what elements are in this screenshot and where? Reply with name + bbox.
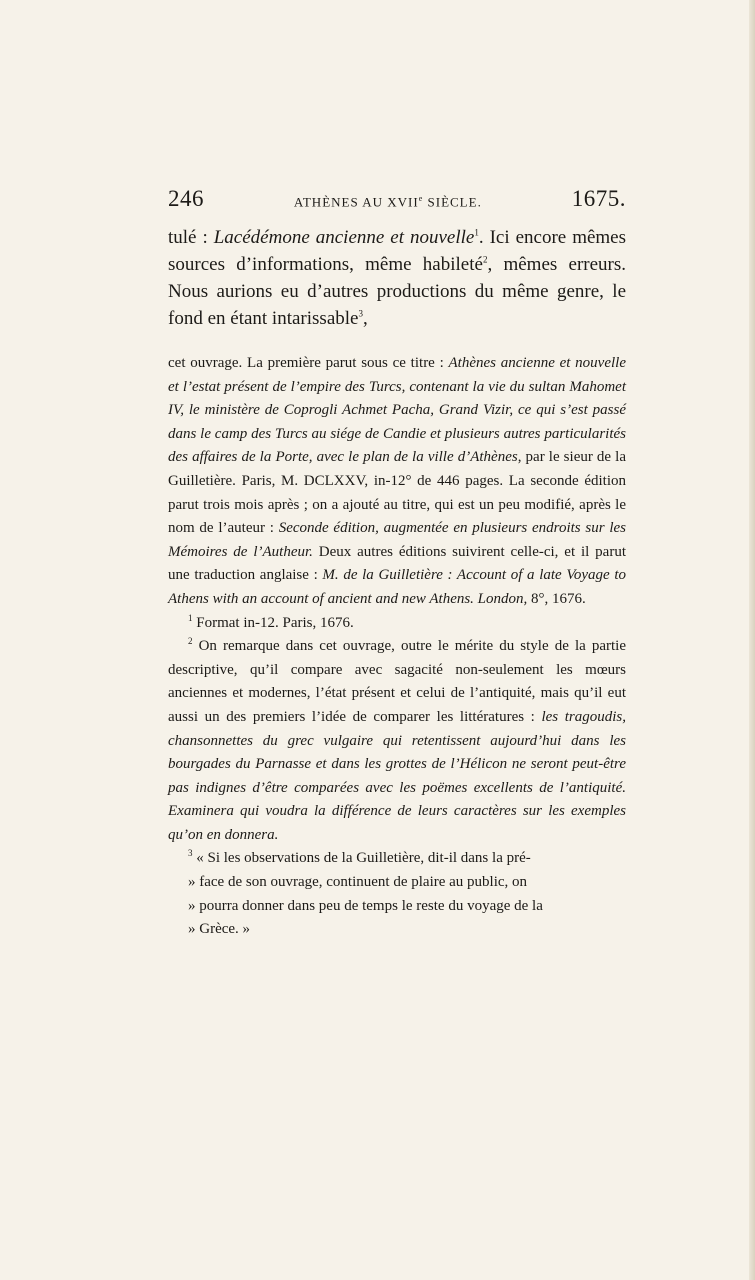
main-text-3: , mêmes erreurs. Nous aurions eu d’autres productions du même genre, le fond en étant intarissable [168,254,627,329]
main-text-4: , [362,308,368,329]
main-italic-title: Lacédémone ancienne et nouvelle [213,227,475,248]
footnote-2-text: On remarque dans cet ouvrage, outre le mérite du style de la partie descriptive, qu’il compare avec sagacité non-seulement les mœurs anciennes et modernes, l’état présent et celui de l’antiquité, mais qu’il eut aussi un des premiers l’idée de comparer les littératures : [168,638,626,725]
footnote-2-italic: les tragoudis, chansonnettes du grec vulgaire qui retentissent aujourd’hui dans les bourgades du Parnasse et dans les grottes de l’Hélicon ne seront peut-être pas indignes d’être comparées avec les poëmes excellents de l’antiquité. Examinera qui voudra la différence de leurs caractères sur les exemples qu’on en donnera. [168,708,626,843]
footnote-3-line-2: » face de son ouvrage, continuent de plaire au public, on [188,874,528,891]
footnote-2 [168,635,626,847]
footnote-1-text: Format in-12. Paris, 1676. [192,614,354,631]
header-title-text: ATHÈNES AU XVII [293,194,419,209]
footnote-cont-italic-2: Seconde édition, augmentée en plusieurs endroits sur les Mémoires de l’Autheur. [168,520,626,560]
header-year: 1675. [571,186,626,211]
footnote-cont-italic-1: Athènes ancienne et nouvelle et l’estat présent de l’empire des Turcs, contenant la vie du sultan Mahomet IV, le ministère de Coprogli Achmet Pacha, Grand Vizir, ce qui s’est passé dans le camp des Turcs au siége de Candie et plusieurs autres particularités des affaires de la Porte, avec le plan de la ville d’Athènes [168,355,626,466]
footnote-2-number: 2 [188,636,193,647]
header-title-end: SIÈCLE. [423,194,482,209]
footnote-3-line-3: » pourra donner dans peu de temps le reste du voyage de la [188,897,543,914]
footnote-cont-text-2: , par le sieur de la Guilletière. Paris, M. DCLXXV, in-12° de 446 pages. La seconde édition parut trois mois après ; on a ajouté au titre, qui est un peu modifié, après le nom de l’auteur : [168,449,626,537]
main-text-1: tulé : [168,227,214,248]
footnote-ref-3: 3 [358,308,363,319]
footnote-ref-1: 1 [474,227,479,238]
footnote-cont-italic-3: M. de la Guilletière : Account of a late Voyage to Athens with an account of ancient and new Athens. London, [168,567,626,607]
main-paragraph [168,224,626,332]
page-number: 246 [168,186,204,211]
footnote-3-number: 3 [188,848,193,859]
main-text-2: . Ici encore mêmes sources d’informations, même habileté [168,227,627,275]
header-title [294,194,482,210]
header-title-sup: e [418,193,424,203]
footnote-continued [168,352,626,612]
page-edge [749,0,755,1280]
footnotes [168,352,626,942]
footnote-3-line-1 [168,847,626,871]
footnote-ref-2: 2 [482,254,488,265]
footnote-3 [168,847,626,941]
footnote-cont-text-4: 8°, 1676. [527,590,586,607]
footnote-cont-text-3: Deux autres éditions suivirent celle-ci, et il parut une traduction anglaise : [168,543,626,584]
running-head [168,186,626,220]
footnote-cont-text-1: cet ouvrage. La première parut sous ce titre : [168,355,449,371]
footnote-3-line-4: » Grèce. » [188,921,251,938]
footnote-1-number: 1 [188,612,193,623]
main-text [168,224,626,332]
footnote-3-line-1-text: « Si les observations de la Guilletière, dit-il dans la pré- [192,850,531,867]
footnote-1 [168,612,626,636]
